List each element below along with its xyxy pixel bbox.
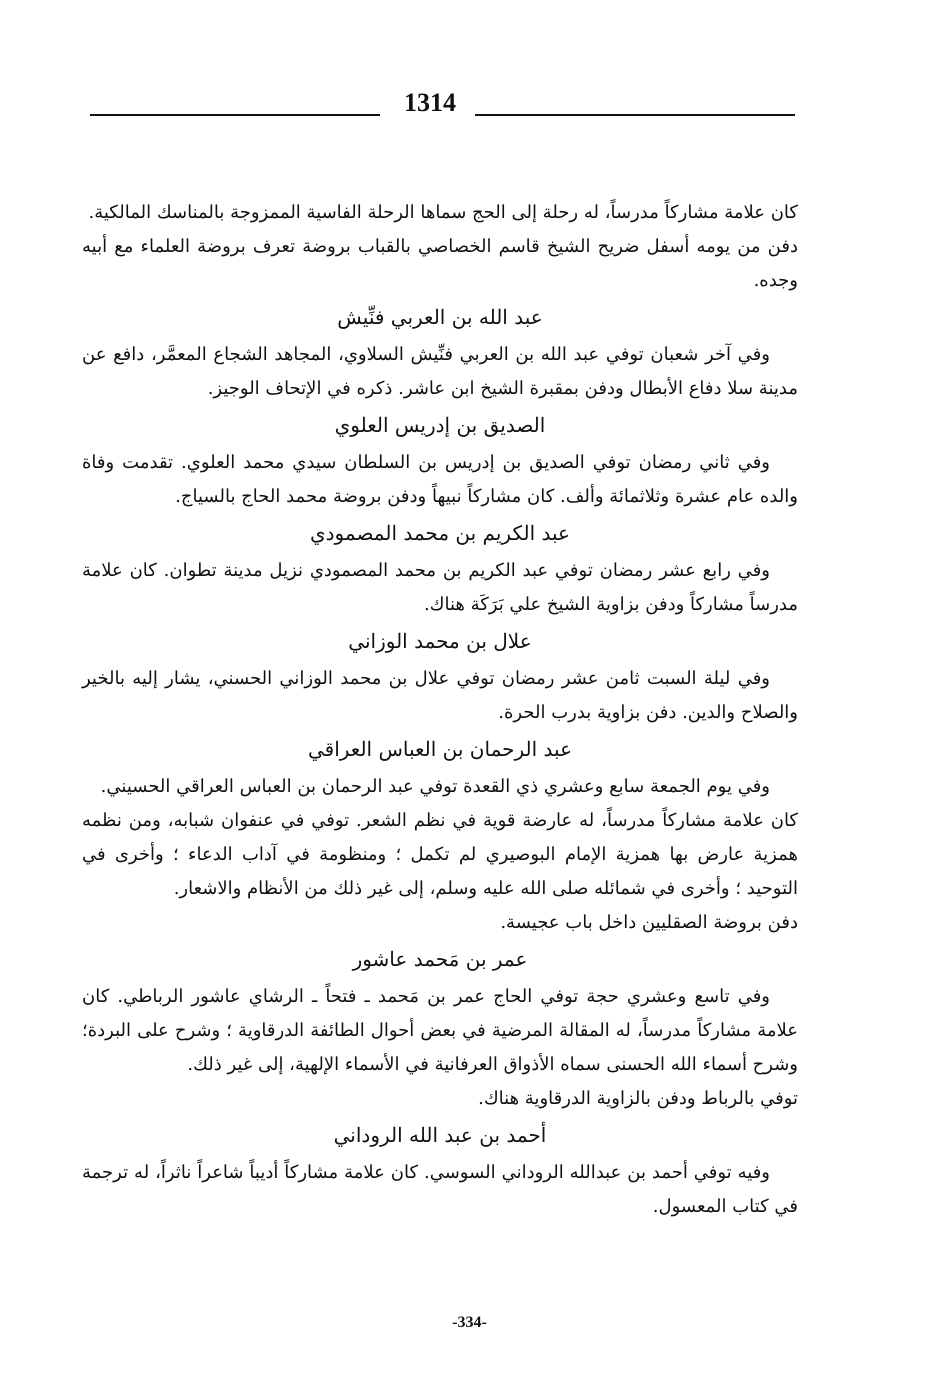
page-footer-number: -334- [452, 1314, 487, 1331]
entry-body: وفيه توفي أحمد بن عبدالله الروداني السوسي. كان علامة مشاركاً أديباً شاعراً ناثراً، له ترجمة في كتاب المعسول. [82, 1162, 798, 1217]
entry-body: وفي ثاني رمضان توفي الصديق بن إدريس بن السلطان سيدي محمد العلوي. تقدمت وفاة والده عام عشرة وثلاثمائة وألف. كان مشاركاً نبيهاً ودفن بروضة محمد الحاج بالسياج. [82, 452, 798, 507]
entry-title: أحمد بن عبد الله الروداني [333, 1123, 547, 1147]
entry-body: كان علامة مشاركاً مدرساً، له عارضة قوية في نظم الشعر. توفي في عنفوان شبابه، ومن نظمه همزية عارض بها همزية الإمام البوصيري لم تكمل ؛ ومنظومة في آداب الدعاء ؛ وأخرى في التوحيد ؛ وأخرى في شمائله صلى الله عليه وسلم، إلى غير ذلك من الأنظام والاشعار. [82, 810, 798, 899]
page-number: 1314 [404, 88, 456, 117]
entry-body: وفي يوم الجمعة سابع وعشري ذي القعدة توفي عبد الرحمان بن العباس العراقي الحسيني. [100, 776, 770, 797]
page-content [82, 196, 798, 1224]
entry-title: عبد الله بن العربي فنِّيش [337, 305, 543, 329]
header-rule-right [475, 114, 795, 116]
entry-body: وفي آخر شعبان توفي عبد الله بن العربي فنِّيش السلاوي، المجاهد الشجاع المعمَّر، دافع عن مدينة سلا دفاع الأبطال ودفن بمقبرة الشيخ ابن عاشر. ذكره في الإتحاف الوجيز. [82, 344, 798, 399]
entry-body: وفي ليلة السبت ثامن عشر رمضان توفي علال بن محمد الوزاني الحسني، يشار إليه بالخير والصلاح والدين. دفن بزاوية بدرب الحرة. [82, 668, 798, 723]
entry-title: الصديق بن إدريس العلوي [334, 413, 546, 437]
entry-title: عبد الرحمان بن العباس العراقي [307, 737, 573, 761]
entry-title: عبد الكريم بن محمد المصمودي [310, 521, 570, 545]
intro-line: كان علامة مشاركاً مدرساً، له رحلة إلى الحج سماها الرحلة الفاسية الممزوجة بالمناسك المالكية. [88, 202, 798, 223]
intro-line: دفن من يومه أسفل ضريح الشيخ قاسم الخصاصي بالقباب بروضة تعرف بروضة العلماء مع أبيه وجده. [82, 236, 798, 291]
page-header [90, 88, 795, 128]
entry-body: دفن بروضة الصقليين داخل باب عجيسة. [500, 912, 798, 933]
header-rule-left [90, 114, 380, 116]
entry-body: وفي رابع عشر رمضان توفي عبد الكريم بن محمد المصمودي نزيل مدينة تطوان. كان علامة مدرساً مشاركاً ودفن بزاوية الشيخ علي بَرَكَة هناك. [82, 560, 798, 615]
entry-title: عمر بن مَحمد عاشور [352, 947, 528, 971]
entry-body: وفي تاسع وعشري حجة توفي الحاج عمر بن مَحمد ـ فتحاً ـ الرشاي عاشور الرباطي. كان علامة مشاركاً مدرساً، له المقالة المرضية في بعض أحوال الطائفة الدرقاوية ؛ وشرح على البردة؛ وشرح أسماء الله الحسنى سماه الأذواق العرفانية في الأسماء الإلهية، إلى غير ذلك. [82, 986, 798, 1075]
entry-body: توفي بالرباط ودفن بالزاوية الدرقاوية هناك. [478, 1088, 798, 1109]
entry-title: علال بن محمد الوزاني [348, 629, 532, 653]
